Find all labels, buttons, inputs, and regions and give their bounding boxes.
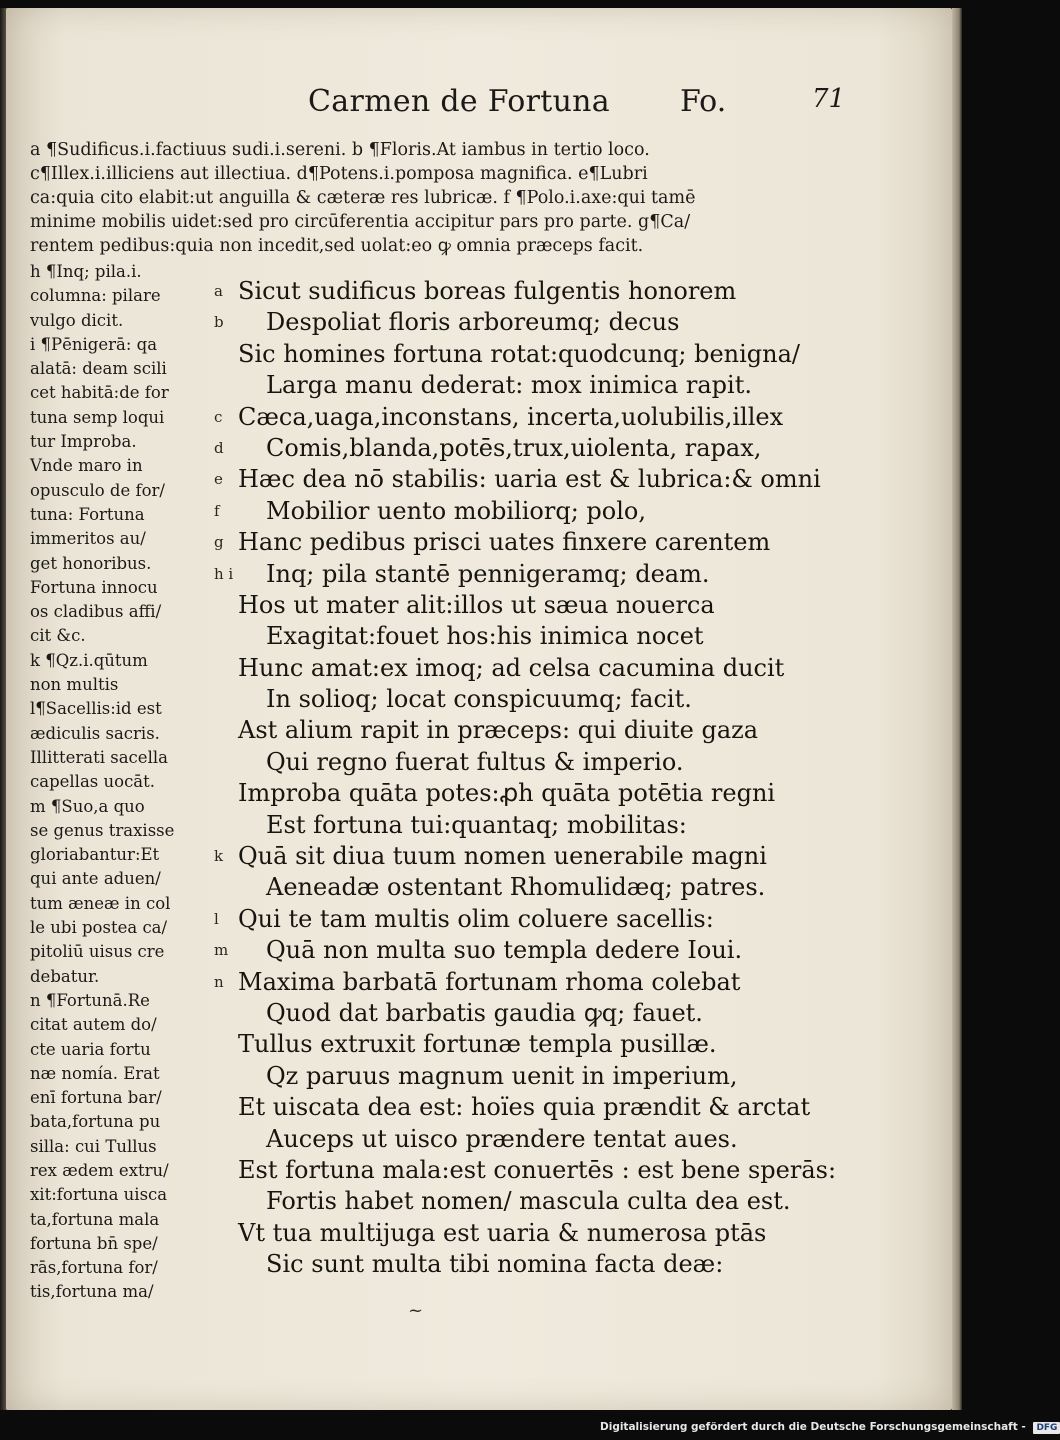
gloss-reference-letter: f (214, 501, 220, 520)
running-header (0, 84, 1000, 134)
verse-text: Larga manu dederat: mox inimica rapit. (266, 371, 752, 400)
gloss-reference-letter: l (214, 909, 219, 928)
verse-text: Despoliat floris arboreumq; decus (266, 308, 680, 337)
side-commentary-line: i ¶Pēnigerā: qa (30, 334, 158, 354)
side-commentary-line: immeritos au/ (30, 529, 146, 549)
verse-line (214, 1124, 814, 1155)
verse-line (214, 559, 814, 590)
credit-text: Digitalisierung gefördert durch die Deutsche Forschungsgemeinschaft - (600, 1421, 1026, 1433)
verse-line (214, 684, 814, 715)
verse-text: Sic sunt multa tibi nomina facta deæ: (266, 1250, 724, 1279)
gloss-reference-letter: b (214, 313, 224, 332)
side-commentary-line: ædiculis sacris. (30, 723, 160, 743)
gloss-reference-letter: k (214, 847, 224, 866)
gloss-reference-letter: c (214, 407, 223, 426)
gloss-reference-letter: h i (214, 564, 234, 583)
verse-line (214, 307, 814, 338)
running-title: Carmen de Fortuna (308, 84, 610, 119)
verse-line (214, 653, 814, 684)
verse-line (214, 1218, 814, 1249)
side-commentary-line: vulgo dicit. (30, 310, 124, 330)
side-commentary-line: gloriabantur:Et (30, 845, 160, 865)
verse-text: Hæc dea nō stabilis: uaria est & lubrica:& omni (238, 465, 821, 494)
verse-text: Inq; pila stantē pennigeramq; deam. (266, 559, 710, 588)
verse-text: Est fortuna tui:quantaq; mobilitas: (266, 810, 687, 839)
side-commentary-line: Illitterati sacella (30, 747, 168, 767)
verse-line (214, 1061, 814, 1092)
verse-text: Mobilior uento mobiliorq; polo, (266, 496, 646, 525)
side-commentary-line: næ nomía. Erat (30, 1063, 160, 1083)
verse-line (214, 370, 814, 401)
verse-text: Comis,blanda,potēs,trux,uiolenta, rapax, (266, 433, 762, 462)
verse-line (214, 872, 814, 903)
poem-text-block (214, 276, 837, 1281)
verse-line (214, 998, 814, 1029)
side-commentary-line: m ¶Suo,a quo (30, 796, 145, 816)
side-commentary-line: l¶Sacellis:id est (30, 699, 162, 719)
commentary-side-column (30, 260, 210, 1305)
verse-text: In solioq; locat conspicuumq; facit. (266, 685, 692, 714)
side-commentary-line: cit &c. (30, 626, 86, 646)
verse-text: Sicut sudificus boreas fulgentis honorem (238, 277, 737, 305)
commentary-line: rentem pedibus:quia non incedit,sed uolat:eo ꝙ omnia præceps facit. (30, 236, 644, 256)
verse-text: Auceps ut uisco prændere tentat aues. (266, 1124, 738, 1153)
verse-line (214, 1249, 814, 1280)
side-commentary-line: non multis (30, 675, 119, 695)
verse-line (214, 464, 821, 495)
verse-text: Vt tua multijuga est uaria & numerosa ptās (238, 1218, 767, 1247)
side-commentary-line: tum æneæ in col (30, 893, 171, 913)
side-commentary-line: get honoribus. (30, 553, 152, 573)
commentary-top-block (30, 138, 820, 258)
verse-line (214, 1092, 814, 1123)
side-commentary-line: tuna: Fortuna (30, 504, 145, 524)
verse-text: Cæca,uaga,inconstans, incerta,uolubilis,illex (238, 402, 784, 431)
side-commentary-line: opusculo de for/ (30, 480, 165, 500)
side-commentary-line: enī fortuna bar/ (30, 1088, 162, 1108)
page-edge-shadow (952, 8, 962, 1410)
side-commentary-line: cte uaria fortu (30, 1039, 151, 1059)
side-commentary-line: h ¶Inq; pila.i. (30, 262, 142, 281)
verse-line (214, 1029, 814, 1060)
side-commentary-line: tis,fortuna ma/ (30, 1282, 154, 1302)
verse-text: Tullus extruxit fortunæ templa pusillæ. (238, 1030, 717, 1059)
side-commentary-line: debatur. (30, 966, 100, 986)
side-commentary-line: qui ante aduen/ (30, 869, 161, 889)
verse-line (214, 904, 814, 935)
side-commentary-line: pitoliū uisus cre (30, 942, 165, 962)
verse-text: Hos ut mater alit:illos ut sæua nouerca (238, 590, 715, 619)
side-commentary-line: Vnde maro in (30, 456, 143, 476)
side-commentary-line: alatā: deam scili (30, 359, 167, 379)
digitization-credit (600, 1421, 1058, 1439)
verse-line (214, 496, 814, 527)
gloss-reference-letter: e (214, 470, 223, 489)
gloss-reference-letter: m (214, 941, 229, 960)
verse-text: Quā sit diua tuum nomen uenerabile magni (238, 842, 767, 871)
verse-text: Sic homines fortuna rotat:quodcunq; benigna/ (238, 339, 801, 368)
verse-line (214, 1155, 837, 1186)
commentary-line: minime mobilis uidet:sed pro circūferentia accipitur pars pro parte. g¶Ca/ (30, 212, 691, 232)
verse-text: Hunc amat:ex imoq; ad celsa cacumina ducit (238, 653, 785, 682)
folio-label: Fo. (680, 84, 727, 119)
side-commentary-line: k ¶Qz.i.qūtum (30, 650, 148, 670)
side-commentary-line: os cladibus affi/ (30, 602, 162, 622)
gloss-reference-letter: g (214, 533, 224, 552)
verse-line (214, 810, 814, 841)
verse-text: Exagitat:fouet hos:his inimica nocet (266, 622, 704, 651)
verse-line (214, 339, 814, 370)
gloss-reference-letter: n (214, 972, 224, 991)
verse-line (214, 747, 814, 778)
verse-line (214, 1186, 814, 1217)
verse-line (214, 841, 814, 872)
verse-line (214, 433, 814, 464)
side-commentary-line: tur Improba. (30, 432, 137, 452)
verse-line (214, 527, 814, 558)
verse-text: Maxima barbatā fortunam rhoma colebat (238, 967, 741, 996)
dfg-logo: DFG (1033, 1422, 1060, 1434)
verse-text: Improba quāta potes:ꝓh quāta potētia regni (238, 779, 776, 808)
side-commentary-line: fortuna bn̄ spe/ (30, 1233, 158, 1253)
side-commentary-line: cet habitā:de for (30, 383, 169, 403)
side-commentary-line: Fortuna innocu (30, 577, 158, 597)
verse-line (214, 778, 814, 809)
verse-line (214, 935, 814, 966)
side-commentary-line: xit:fortuna uisca (30, 1185, 168, 1205)
commentary-line: a ¶Sudificus.i.factiuus sudi.i.sereni. b ¶Floris.At iambus in tertio loco. (30, 140, 650, 160)
verse-text: Aeneadæ ostentant Rhomulidæq; patres. (266, 873, 766, 902)
verse-text: Qui regno fuerat fultus & imperio. (266, 747, 684, 776)
side-commentary-line: rās,fortuna for/ (30, 1258, 158, 1278)
commentary-line: ca:quia cito elabit:ut anguilla & cæteræ res lubricæ. f ¶Polo.i.axe:qui tamē (30, 188, 696, 208)
verse-text: Est fortuna mala:est conuertēs : est bene sperās: (238, 1155, 837, 1184)
side-commentary-line: tuna semp loqui (30, 407, 165, 427)
catchword: ~ (408, 1300, 424, 1321)
side-commentary-line: capellas uocāt. (30, 772, 156, 792)
verse-text: Qz paruus magnum uenit in imperium, (266, 1061, 738, 1090)
verse-line (214, 715, 814, 746)
verse-line (214, 402, 814, 433)
side-commentary-line: silla: cui Tullus (30, 1136, 157, 1156)
verse-text: Et uiscata dea est: hoïes quia prændit & arctat (238, 1093, 811, 1122)
side-commentary-line: ta,fortuna mala (30, 1209, 160, 1229)
verse-line (214, 967, 814, 998)
side-commentary-line: n ¶Fortunā.Re (30, 990, 150, 1010)
commentary-line: c¶Illex.i.illiciens aut illectiua. d¶Potens.i.pomposa magnifica. e¶Lubri (30, 164, 648, 184)
verse-text: Quā non multa suo templa dedere Ioui. (266, 936, 743, 965)
side-commentary-line: rex ædem extru/ (30, 1160, 169, 1180)
verse-line (214, 590, 814, 621)
verse-line (214, 276, 814, 307)
gloss-reference-letter: d (214, 438, 224, 457)
verse-text: Ast alium rapit in præceps: qui diuite gaza (238, 716, 759, 745)
verse-text: Qui te tam multis olim coluere sacellis: (238, 904, 714, 933)
gloss-reference-letter: a (214, 282, 223, 300)
verse-line (214, 621, 814, 652)
side-commentary-line: citat autem do/ (30, 1015, 157, 1035)
side-commentary-line: bata,fortuna pu (30, 1112, 161, 1132)
verse-text: Fortis habet nomen/ mascula culta dea est. (266, 1187, 791, 1216)
folio-number: 71 (812, 84, 846, 114)
side-commentary-line: se genus traxisse (30, 820, 175, 840)
verse-text: Quod dat barbatis gaudia ꝙq; fauet. (266, 998, 703, 1027)
side-commentary-line: columna: pilare (30, 286, 161, 306)
side-commentary-line: le ubi postea ca/ (30, 918, 168, 938)
verse-text: Hanc pedibus prisci uates finxere carentem (238, 528, 771, 557)
